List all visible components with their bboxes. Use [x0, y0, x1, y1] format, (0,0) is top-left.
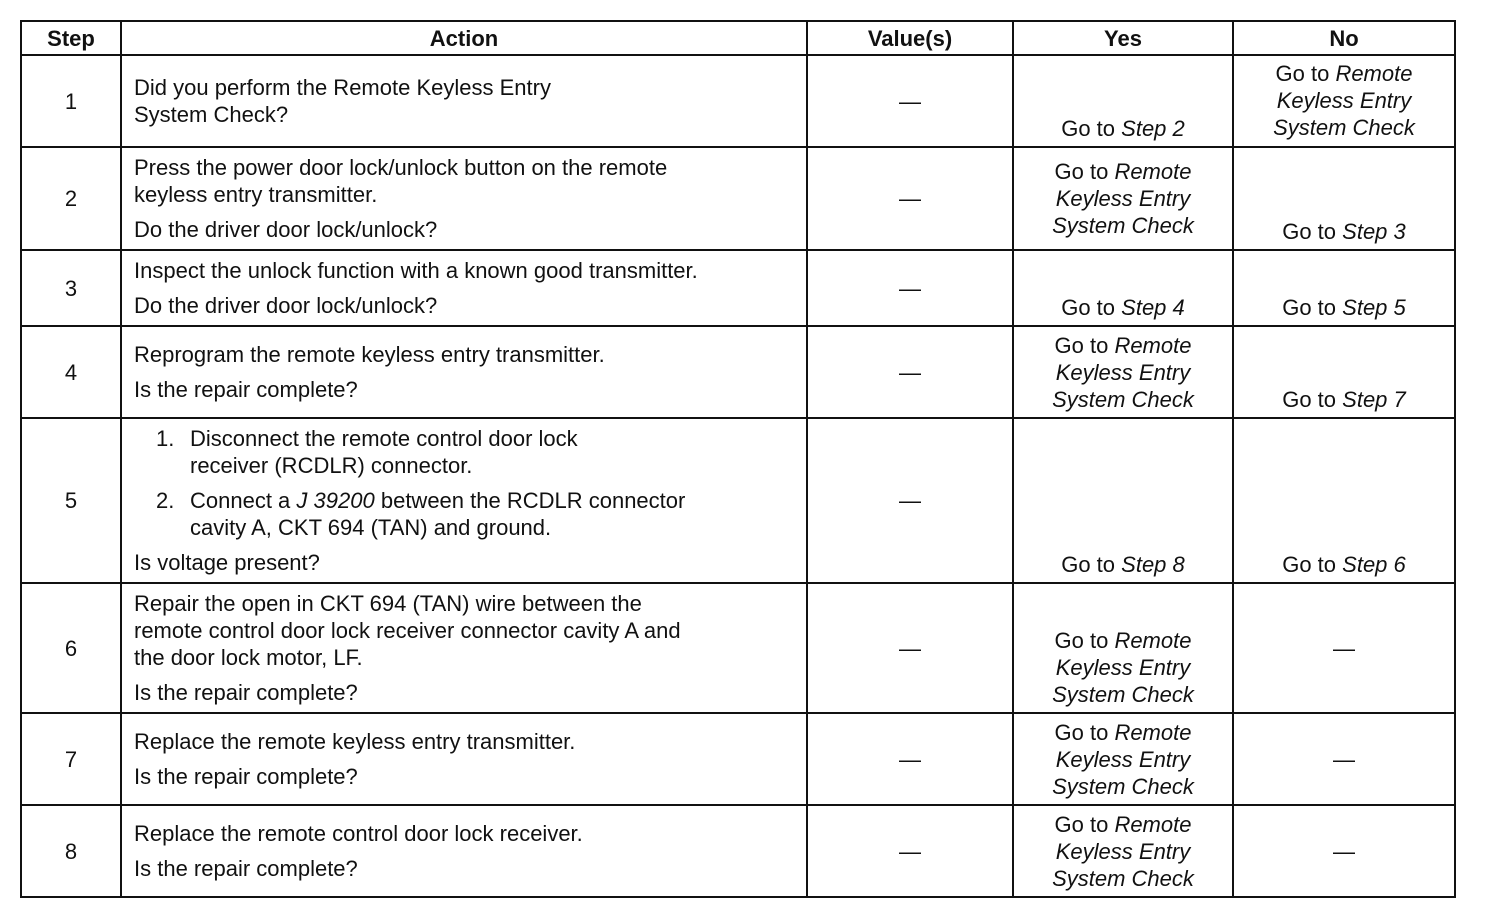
- step-number: 6: [21, 583, 121, 713]
- action-text: remote control door lock receiver connector cavity A and: [134, 618, 681, 643]
- go-to-text: Go to: [1054, 332, 1109, 358]
- go-to-text: Go to: [1054, 719, 1109, 745]
- action-text: cavity A, CKT 694 (TAN) and ground.: [190, 515, 552, 540]
- value-cell: —: [807, 326, 1013, 418]
- procedure-reference: System Check: [1273, 115, 1415, 140]
- table-row: [21, 583, 1455, 713]
- action-text: Reprogram the remote keyless entry transmitter.: [134, 342, 605, 367]
- no-cell: [1233, 326, 1455, 418]
- table-row: [21, 713, 1455, 805]
- substep-number: 2.: [156, 488, 175, 513]
- value-cell: —: [807, 418, 1013, 583]
- go-to-text: Go to: [1061, 295, 1116, 320]
- substep-2: [134, 487, 796, 541]
- yes-cell: [1013, 713, 1233, 805]
- header-step: Step: [21, 21, 121, 55]
- value-cell: —: [807, 55, 1013, 147]
- procedure-reference: System Check: [1052, 213, 1194, 238]
- procedure-reference: Remote: [1114, 332, 1192, 358]
- table-row: [21, 55, 1455, 147]
- go-to-text: Go to: [1061, 116, 1116, 141]
- go-to-text: Go to: [1282, 295, 1337, 320]
- value-cell: —: [807, 713, 1013, 805]
- no-cell: [1233, 418, 1455, 583]
- step-reference: Step 7: [1342, 387, 1406, 412]
- action-cell: [121, 418, 807, 583]
- action-text: Repair the open in CKT 694 (TAN) wire between the: [134, 591, 642, 616]
- value-cell: —: [807, 147, 1013, 250]
- step-reference: Step 6: [1342, 552, 1406, 577]
- action-cell: [121, 55, 807, 147]
- yes-cell: [1013, 583, 1233, 713]
- step-number: 3: [21, 250, 121, 326]
- procedure-reference: Keyless Entry: [1055, 746, 1191, 772]
- yes-cell: [1013, 250, 1233, 326]
- go-to-line: [1240, 60, 1448, 87]
- procedure-reference: Remote: [1114, 719, 1192, 745]
- action-cell: [121, 713, 807, 805]
- substep-1: [134, 425, 796, 479]
- action-question: Do the driver door lock/unlock?: [134, 293, 438, 318]
- step-reference: Step 8: [1121, 552, 1185, 577]
- no-cell: [1233, 147, 1455, 250]
- go-to-text: Go to: [1054, 159, 1109, 184]
- action-text: Connect a: [190, 488, 291, 513]
- go-to-text: Go to: [1282, 219, 1337, 244]
- procedure-reference: Remote: [1114, 159, 1192, 184]
- action-text: Replace the remote control door lock receiver.: [134, 821, 583, 846]
- step-reference: Step 4: [1121, 295, 1185, 320]
- table-row: [21, 326, 1455, 418]
- value-cell: —: [807, 583, 1013, 713]
- action-text: between the RCDLR connector: [380, 488, 686, 513]
- go-to-text: Go to: [1061, 552, 1116, 577]
- action-text: Press the power door lock/unlock button on the remote: [134, 155, 668, 180]
- procedure-reference: Keyless Entry: [1055, 838, 1191, 864]
- step-number: 4: [21, 326, 121, 418]
- procedure-reference: System Check: [1052, 682, 1194, 707]
- yes-cell: [1013, 805, 1233, 897]
- action-question: Is the repair complete?: [134, 764, 358, 789]
- action-question: Is the repair complete?: [134, 377, 358, 402]
- substep-number: 1.: [156, 426, 175, 451]
- step-number: 5: [21, 418, 121, 583]
- action-question: Is voltage present?: [134, 550, 320, 575]
- action-cell: [121, 326, 807, 418]
- table-row: [21, 147, 1455, 250]
- action-cell: [121, 147, 807, 250]
- step-number: 7: [21, 713, 121, 805]
- tool-reference: J 39200: [296, 488, 375, 513]
- header-values: Value(s): [807, 21, 1013, 55]
- action-text: Disconnect the remote control door lock: [190, 426, 578, 451]
- go-to-text: Go to: [1054, 811, 1109, 837]
- step-reference: Step 3: [1342, 219, 1406, 244]
- procedure-reference: Keyless Entry: [1055, 186, 1191, 211]
- header-action: Action: [121, 21, 807, 55]
- action-text: the door lock motor, LF.: [134, 645, 363, 670]
- action-text: keyless entry transmitter.: [134, 182, 378, 207]
- action-text: receiver (RCDLR) connector.: [190, 453, 473, 478]
- step-number: 8: [21, 805, 121, 897]
- procedure-reference: Remote: [1114, 811, 1192, 837]
- value-cell: —: [807, 805, 1013, 897]
- header-row: [21, 21, 1455, 55]
- step-number: 2: [21, 147, 121, 250]
- no-cell: [1233, 55, 1455, 147]
- no-cell: —: [1233, 805, 1455, 897]
- action-cell: [121, 583, 807, 713]
- procedure-reference: System Check: [1052, 865, 1194, 891]
- procedure-reference: Keyless Entry: [1055, 359, 1191, 385]
- yes-cell: [1013, 418, 1233, 583]
- go-to-text: Go to: [1282, 387, 1337, 412]
- no-cell: —: [1233, 713, 1455, 805]
- action-text: Did you perform the Remote Keyless Entry: [134, 75, 551, 100]
- procedure-reference: Remote: [1335, 61, 1413, 86]
- yes-cell: [1013, 147, 1233, 250]
- yes-cell: [1013, 326, 1233, 418]
- header-yes: Yes: [1013, 21, 1233, 55]
- procedure-reference: Remote: [1114, 628, 1192, 653]
- step-number: 1: [21, 55, 121, 147]
- procedure-reference: System Check: [1052, 386, 1194, 412]
- procedure-reference: Keyless Entry: [1055, 655, 1191, 680]
- no-cell: —: [1233, 583, 1455, 713]
- header-no: No: [1233, 21, 1455, 55]
- action-text: System Check?: [134, 102, 289, 127]
- table-row: [21, 805, 1455, 897]
- procedure-reference: Keyless Entry: [1276, 88, 1412, 113]
- action-cell: [121, 250, 807, 326]
- table-row: [21, 250, 1455, 326]
- no-cell: [1233, 250, 1455, 326]
- go-to-text: Go to: [1275, 61, 1330, 86]
- value-cell: —: [807, 250, 1013, 326]
- step-reference: Step 5: [1342, 295, 1406, 320]
- diagnostic-table: [20, 20, 1456, 898]
- action-text: Replace the remote keyless entry transmitter.: [134, 729, 576, 754]
- yes-cell: [1013, 55, 1233, 147]
- table-row: [21, 418, 1455, 583]
- go-to-text: Go to: [1282, 552, 1337, 577]
- procedure-reference: System Check: [1052, 773, 1194, 799]
- step-reference: Step 2: [1121, 116, 1185, 141]
- action-question: Do the driver door lock/unlock?: [134, 217, 438, 242]
- action-question: Is the repair complete?: [134, 856, 358, 881]
- action-cell: [121, 805, 807, 897]
- action-text: Inspect the unlock function with a known good transmitter.: [134, 258, 698, 283]
- go-to-text: Go to: [1054, 628, 1109, 653]
- action-question: Is the repair complete?: [134, 680, 358, 705]
